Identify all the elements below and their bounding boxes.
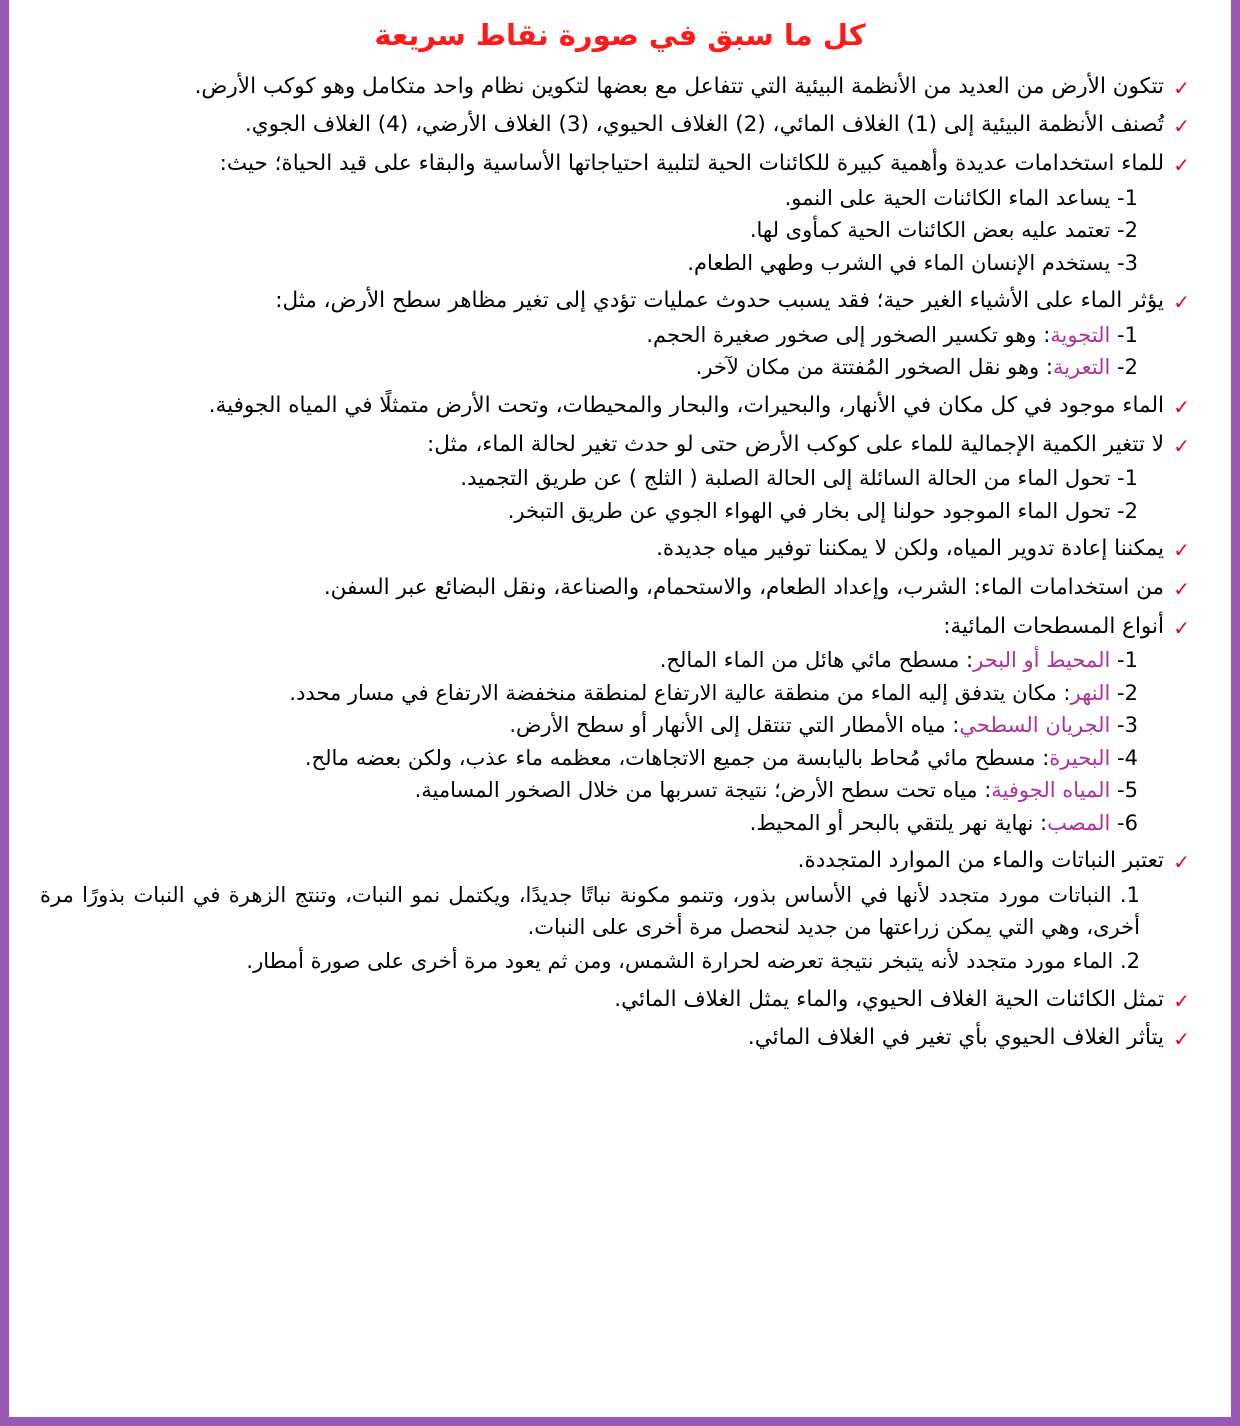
- sub-item-text: : مكان يتدفق إليه الماء من منطقة عالية الارتفاع لمنطقة منخفضة الارتفاع في مسار محدد.: [289, 680, 1071, 705]
- check-icon: ✓: [1173, 433, 1190, 458]
- list-item-text: تُصنف الأنظمة البيئية إلى (1) الغلاف المائي، (2) الغلاف الحيوي، (3) الغلاف الأرضي، (4) الغلاف الجوي.: [244, 112, 1164, 138]
- list-item-text: لا تتغير الكمية الإجمالية للماء على كوكب الأرض حتى لو حدث تغير لحالة الماء، مثل:: [427, 431, 1164, 457]
- sub-item-text: : مسطح مائي مُحاط باليابسة من جميع الاتجاهات، معظمه ماء عذب، ولكن بعضه مالح.: [304, 745, 1050, 770]
- sub-item-text: تعتمد عليه بعض الكائنات الحية كمأوى لها.: [749, 218, 1111, 243]
- list-item: [40, 533, 1190, 566]
- sub-item-term: المياه الجوفية: [991, 778, 1111, 803]
- sub-item-term: التعرية: [1052, 355, 1111, 380]
- list-item-text: يمكننا إعادة تدوير المياه، ولكن لا يمكننا توفير مياه جديدة.: [656, 536, 1164, 562]
- sub-item-term: المحيط أو البحر: [973, 648, 1111, 673]
- sub-list-item: [40, 463, 1142, 495]
- bottom-purple-rail: [0, 1417, 1240, 1426]
- sub-item-term: البحيرة: [1049, 745, 1111, 770]
- list-item-text: للماء استخدامات عديدة وأهمية كبيرة للكائنات الحية لتلبية احتياجاتها الأساسية والبقاء على قيد الحياة؛ حيث:: [219, 151, 1164, 177]
- sub-list-item: [40, 808, 1142, 840]
- sub-item-term: التجوية: [1050, 322, 1111, 347]
- numbered-sub-item: [40, 946, 1140, 978]
- numbered-sub-item: [40, 880, 1140, 944]
- sub-list-item: [40, 496, 1142, 528]
- sub-list-item: [40, 710, 1142, 742]
- sub-item-number: 1-: [1117, 466, 1138, 491]
- list-item-text: تمثل الكائنات الحية الغلاف الحيوي، والماء يمثل الغلاف المائي.: [614, 986, 1164, 1012]
- sub-list: [40, 320, 1164, 384]
- sub-list-item: [40, 645, 1142, 677]
- sub-item-number: 1-: [1117, 322, 1138, 347]
- page-title: كل ما سبق في صورة نقاط سريعة: [374, 18, 866, 52]
- check-icon: ✓: [1173, 290, 1190, 315]
- sub-list: [40, 183, 1164, 280]
- summary-points-list: [22, 71, 1218, 1055]
- sub-item-term: الجريان السطحي: [959, 713, 1111, 738]
- sub-item-text: : نهاية نهر يلتقي بالبحر أو المحيط.: [749, 810, 1048, 835]
- list-item: [40, 984, 1190, 1017]
- check-icon: ✓: [1173, 114, 1190, 139]
- sub-item-term: المصب: [1047, 810, 1111, 835]
- check-icon: ✓: [1173, 153, 1190, 178]
- list-item: [40, 390, 1190, 423]
- sub-list-item: [40, 215, 1142, 247]
- check-icon: ✓: [1173, 394, 1190, 419]
- list-item-text: الماء موجود في كل مكان في الأنهار، والبحيرات، والبحار والمحيطات، وتحت الأرض متمثلًا في المياه الجوفية.: [208, 392, 1164, 418]
- sub-list-item: [40, 183, 1142, 215]
- sub-item-number: 1.: [1119, 883, 1140, 908]
- sub-list: [40, 645, 1164, 839]
- list-item: [40, 611, 1190, 840]
- list-item: [40, 71, 1190, 104]
- sub-item-text: تحول الماء الموجود حولنا إلى بخار في الهواء الجوي عن طريق التبخر.: [507, 498, 1111, 523]
- check-icon: ✓: [1173, 75, 1190, 100]
- check-icon: ✓: [1173, 615, 1190, 640]
- sub-item-number: 2-: [1117, 218, 1138, 243]
- sub-item-text: : مياه الأمطار التي تنتقل إلى الأنهار أو سطح الأرض.: [509, 713, 960, 738]
- sub-list-item: [40, 678, 1142, 710]
- sub-item-number: 3-: [1117, 250, 1138, 275]
- list-item: [40, 109, 1190, 142]
- sub-item-number: 1-: [1117, 185, 1138, 210]
- check-icon: ✓: [1173, 988, 1190, 1013]
- sub-item-text: النباتات مورد متجدد لأنها في الأساس بذور، وتنمو مكونة نباتًا جديدًا، ويكتمل نمو النبات، وتنتج الزهرة في النبات بذورًا مرة أخرى، وهي التي يمكن زراعتها من جديد لنحصل مرة أخرى على النبات.: [40, 883, 1140, 939]
- sub-list-item: [40, 248, 1142, 280]
- sub-list-item: [40, 320, 1142, 352]
- list-item: [40, 148, 1190, 279]
- sub-list-item: [40, 743, 1142, 775]
- sub-list-item: [40, 352, 1142, 384]
- sub-item-number: 5-: [1117, 778, 1138, 803]
- sub-item-number: 2.: [1119, 948, 1140, 973]
- sub-item-text: : وهو نقل الصخور المُفتتة من مكان لآخر.: [695, 355, 1053, 380]
- sub-item-text: الماء مورد متجدد لأنه يتبخر نتيجة تعرضه لحرارة الشمس، ومن ثم يعود مرة أخرى على صورة أمطار.: [246, 948, 1114, 973]
- sub-list-item: [40, 775, 1142, 807]
- sub-item-number: 1-: [1117, 648, 1138, 673]
- check-icon: ✓: [1173, 850, 1190, 875]
- sub-item-term: النهر: [1070, 680, 1111, 705]
- list-item-text: يتأثر الغلاف الحيوي بأي تغير في الغلاف المائي.: [747, 1025, 1164, 1051]
- list-item-text: أنواع المسطحات المائية:: [943, 613, 1164, 639]
- list-item-text: يؤثر الماء على الأشياء الغير حية؛ فقد يسبب حدوث عمليات تؤدي إلى تغير مظاهر سطح الأرض، مثل:: [275, 288, 1164, 314]
- sub-item-text: يساعد الماء الكائنات الحية على النمو.: [784, 185, 1111, 210]
- list-item: [40, 845, 1190, 977]
- sub-item-text: : وهو تكسير الصخور إلى صخور صغيرة الحجم.: [646, 322, 1051, 347]
- list-item: [40, 285, 1190, 384]
- check-icon: ✓: [1173, 538, 1190, 563]
- list-item: [40, 429, 1190, 528]
- sub-item-text: تحول الماء من الحالة السائلة إلى الحالة الصلبة ( الثلج ) عن طريق التجميد.: [460, 466, 1111, 491]
- left-purple-rail: [0, 0, 9, 1426]
- sub-item-text: : مسطح مائي هائل من الماء المالح.: [659, 648, 974, 673]
- list-item: [40, 1022, 1190, 1055]
- sub-item-number: 2-: [1117, 680, 1138, 705]
- check-icon: ✓: [1173, 1027, 1190, 1052]
- list-item-text: من استخدامات الماء: الشرب، وإعداد الطعام، والاستحمام، والصناعة، ونقل البضائع عبر السفن.: [323, 575, 1164, 600]
- sub-item-number: 2-: [1117, 355, 1138, 380]
- sub-item-number: 4-: [1117, 745, 1138, 770]
- check-icon: ✓: [1173, 577, 1190, 601]
- list-item-text: تعتبر النباتات والماء من الموارد المتجددة.: [797, 848, 1164, 874]
- sub-list: [40, 463, 1164, 527]
- list-item: [40, 572, 1190, 605]
- list-item-text: تتكون الأرض من العديد من الأنظمة البيئية التي تتفاعل مع بعضها لتكوين نظام واحد متكامل وهو كوكب الأرض.: [194, 73, 1164, 99]
- numbered-sub-list: [40, 880, 1164, 978]
- sub-item-number: 6-: [1117, 810, 1138, 835]
- sub-item-text: يستخدم الإنسان الماء في الشرب وطهي الطعام.: [687, 250, 1111, 275]
- sub-item-number: 2-: [1117, 498, 1138, 523]
- sub-item-text: : مياه تحت سطح الأرض؛ نتيجة تسربها من خلال الصخور المسامية.: [414, 778, 992, 803]
- sub-item-number: 3-: [1117, 713, 1138, 738]
- right-purple-rail: [1231, 0, 1240, 1426]
